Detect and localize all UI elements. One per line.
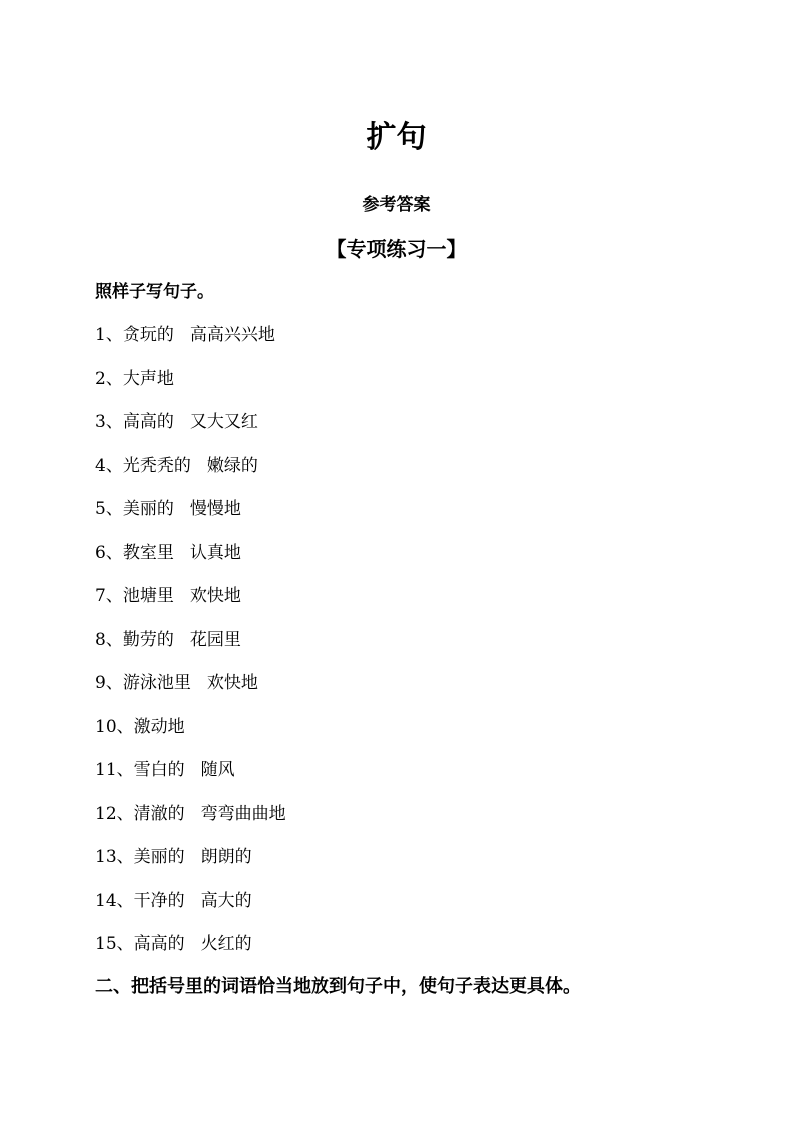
answer-item — [95, 715, 286, 759]
answer-word-2: 又大又红 — [189, 412, 258, 432]
answer-word-2: 欢快地 — [189, 586, 241, 606]
answer-item — [95, 628, 286, 672]
answer-item — [95, 932, 286, 976]
answer-word-1: 游泳池里 — [122, 673, 191, 693]
answer-word-2: 慢慢地 — [189, 499, 241, 519]
answer-word-2: 嫩绿的 — [206, 455, 258, 476]
answer-item — [95, 367, 286, 411]
answer-number: 7、 — [95, 586, 123, 606]
answer-item — [95, 845, 286, 889]
answer-number: 11、 — [95, 760, 134, 780]
answer-number: 12、 — [95, 803, 134, 824]
answer-number: 6、 — [95, 542, 123, 563]
answer-word-2: 弯弯曲曲地 — [200, 803, 286, 824]
answer-item — [95, 889, 286, 933]
answer-word-2: 欢快地 — [206, 673, 258, 693]
answer-word-2: 高大的 — [200, 890, 252, 911]
answer-word-1: 美丽的 — [122, 499, 174, 519]
answer-item — [95, 758, 286, 802]
section-heading: 【专项练习一】 — [326, 237, 467, 261]
instruction-text: 照样子写句子。 — [95, 282, 214, 302]
answer-word-1: 池塘里 — [122, 586, 174, 606]
page-title: 扩句 — [366, 120, 427, 155]
answer-word-1: 光秃秃的 — [122, 455, 191, 476]
answer-item — [95, 497, 286, 541]
answer-word-2: 高高兴兴地 — [189, 325, 275, 345]
answer-item — [95, 410, 286, 454]
answer-number: 4、 — [95, 455, 123, 476]
answer-item — [95, 323, 286, 367]
answer-word-1: 勤劳的 — [122, 629, 174, 650]
answer-word-2: 火红的 — [200, 934, 252, 954]
answer-number: 2、 — [95, 368, 123, 389]
answer-number: 13、 — [95, 847, 134, 867]
answer-word-1: 干净的 — [133, 890, 185, 911]
answer-item — [95, 541, 286, 585]
answer-number: 9、 — [95, 673, 123, 693]
answer-word-1: 高高的 — [133, 934, 185, 954]
answer-number: 8、 — [95, 629, 123, 650]
answer-word-2: 随风 — [200, 760, 235, 780]
answer-word-1: 大声地 — [122, 368, 174, 389]
answer-word-1: 清澈的 — [133, 803, 185, 824]
answer-number: 14、 — [95, 890, 134, 911]
answer-word-1: 美丽的 — [133, 847, 185, 867]
answer-word-1: 贪玩的 — [122, 325, 174, 345]
answer-number: 1、 — [95, 325, 123, 345]
answer-item — [95, 454, 286, 498]
answer-list — [95, 323, 286, 976]
answer-word-2: 花园里 — [189, 629, 241, 650]
answer-word-1: 高高的 — [122, 412, 174, 432]
answer-number: 15、 — [95, 934, 134, 954]
answer-item — [95, 802, 286, 846]
answer-item — [95, 671, 286, 715]
answer-number: 3、 — [95, 412, 123, 432]
part-two-heading: 二、把括号里的词语恰当地放到句子中，使句子表达更具体。 — [95, 976, 581, 997]
answer-item — [95, 584, 286, 628]
answer-word-2: 朗朗的 — [200, 847, 252, 867]
answer-word-1: 激动地 — [133, 716, 185, 737]
answer-number: 5、 — [95, 499, 123, 519]
answer-number: 10、 — [95, 716, 134, 737]
answer-word-1: 教室里 — [122, 542, 174, 563]
answer-word-1: 雪白的 — [133, 760, 185, 780]
answer-word-2: 认真地 — [189, 542, 241, 563]
page-subtitle: 参考答案 — [362, 195, 431, 215]
